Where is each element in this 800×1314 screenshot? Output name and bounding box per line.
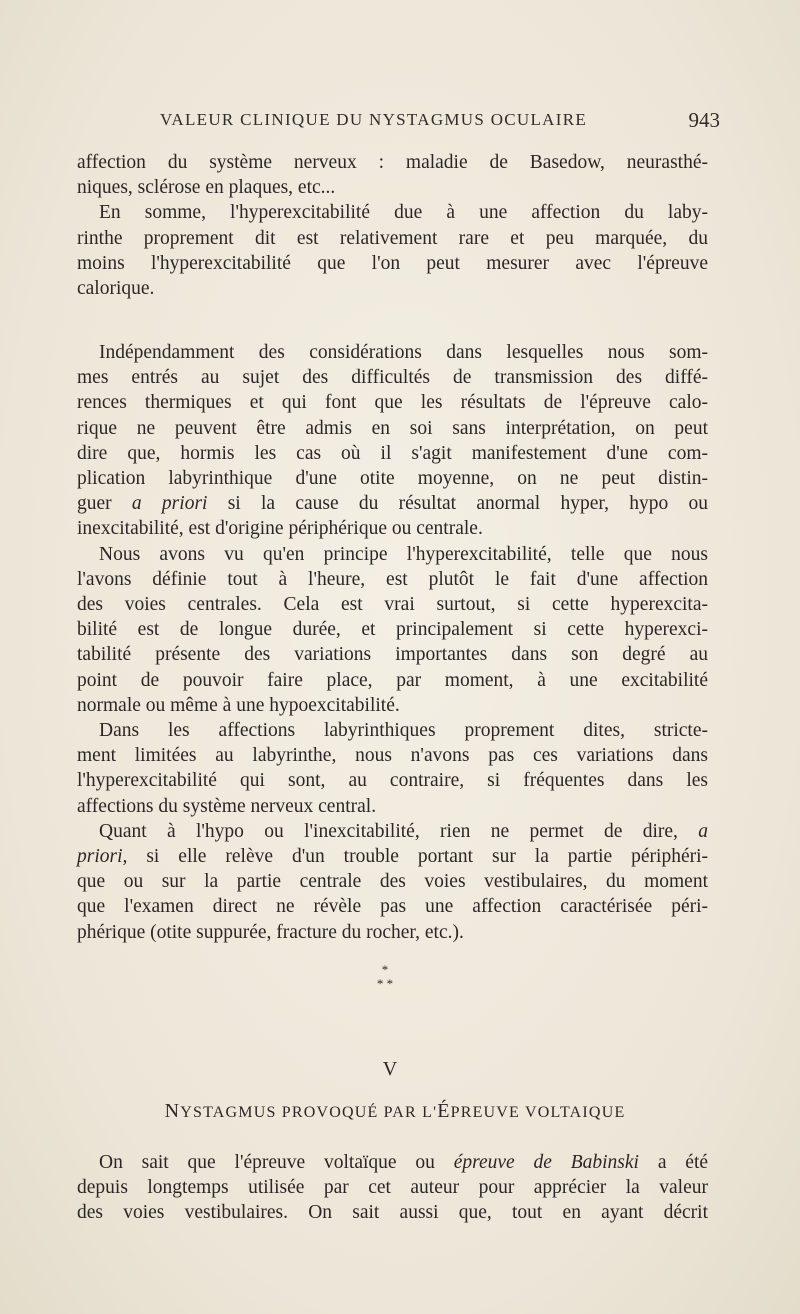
text-line: l'avons définie tout à l'heure, est plutôt le fait d'une affection <box>77 568 708 590</box>
text-line: priori, si elle relève d'un trouble portant sur la partie périphéri- <box>77 846 709 868</box>
page-header <box>160 108 720 134</box>
page-number: 943 <box>688 108 720 132</box>
text-line: rinthe proprement dit est relativement rare et peu marquée, du <box>77 227 708 249</box>
text-line: des voies centrales. Cela est vrai surtout, si cette hyperexcita- <box>77 594 708 616</box>
italic-phrase: a priori <box>131 493 208 515</box>
section-title: NYSTAGMUS PROVOQUÉ PAR L'ÉPREUVE VOLTAIQUE <box>164 1100 626 1122</box>
text-line: bilité est de longue durée, et principalement si cette hyperexci- <box>77 619 708 641</box>
text-line: plication labyrinthique d'une otite moyenne, on ne peut distin- <box>77 468 708 490</box>
text-line: affection du système nerveux : maladie de Basedow, neurasthé- <box>77 152 708 173</box>
text-line: l'hyperexcitabilité qui sont, au contraire, si fréquentes dans les <box>77 770 708 792</box>
text-line: depuis longtemps utilisée par cet auteur pour apprécier la valeur <box>77 1177 708 1199</box>
text-line: On sait que l'épreuve voltaïque ou épreuve de Babinski a été <box>99 1152 709 1173</box>
italic-phrase: priori, <box>77 846 128 868</box>
text-line: normale ou même à une hypoexcitabilité. <box>77 694 400 716</box>
section-number: V <box>382 1058 398 1080</box>
text-line: dire que, hormis les cas où il s'agit manifestement d'une com- <box>77 442 708 464</box>
text-line: guer a priori si la cause du résultat anormal hyper, hypo ou <box>77 493 708 515</box>
text-line: affections du système nerveux central. <box>77 795 377 817</box>
text-line: des voies vestibulaires. On sait aussi que, tout en ayant décrit <box>77 1202 708 1224</box>
paragraph-voltaic <box>77 1150 708 1226</box>
text-line: inexcitabilité, est d'origine périphérique ou centrale. <box>77 518 483 540</box>
italic-phrase: épreuve de Babinski <box>453 1152 639 1173</box>
text-line: En somme, l'hyperexcitabilité due à une affection du laby- <box>99 202 708 224</box>
running-head: VALEUR CLINIQUE DU NYSTAGMUS OCULAIRE <box>160 110 588 129</box>
text-line: que l'examen direct ne révèle pas une affection caractérisée péri- <box>77 896 708 918</box>
text-line: Quant à l'hypo ou l'inexcitabilité, rien ne permet de dire, a <box>99 820 708 842</box>
text-line: que ou sur la partie centrale des voies vestibulaires, du moment <box>77 871 708 893</box>
text-line: mes entrés au sujet des difficultés de transmission des diffé- <box>77 367 708 389</box>
text-line: tabilité présente des variations importantes dans son degré au <box>77 644 708 666</box>
text-line: rique ne peuvent être admis en soi sans interprétation, on peut <box>77 417 708 439</box>
paragraph-interpretation <box>77 340 708 945</box>
asterism-bottom: * * <box>376 976 394 991</box>
text-line: phérique (otite suppurée, fracture du rocher, etc.). <box>77 921 464 943</box>
italic-phrase: a <box>698 820 708 842</box>
text-line: moins l'hyperexcitabilité que l'on peut mesurer avec l'épreuve <box>77 252 708 274</box>
text-line: point de pouvoir faire place, par moment, à une excitabilité <box>77 669 708 691</box>
text-line: Nous avons vu qu'en principe l'hyperexcitabilité, telle que nous <box>99 543 708 565</box>
asterism-top: * <box>381 962 389 977</box>
text-line: rences thermiques et qui font que les résultats de l'épreuve calo- <box>77 392 708 414</box>
paragraph-basedow <box>77 150 708 301</box>
text-line: Dans les affections labyrinthiques proprement dites, stricte- <box>99 720 708 742</box>
text-line: calorique. <box>77 278 155 300</box>
text-line: Indépendamment des considérations dans lesquelles nous som- <box>99 342 708 363</box>
text-line: ment limitées au labyrinthe, nous n'avons pas ces variations dans <box>77 745 708 767</box>
text-line: niques, sclérose en plaques, etc... <box>77 177 336 199</box>
